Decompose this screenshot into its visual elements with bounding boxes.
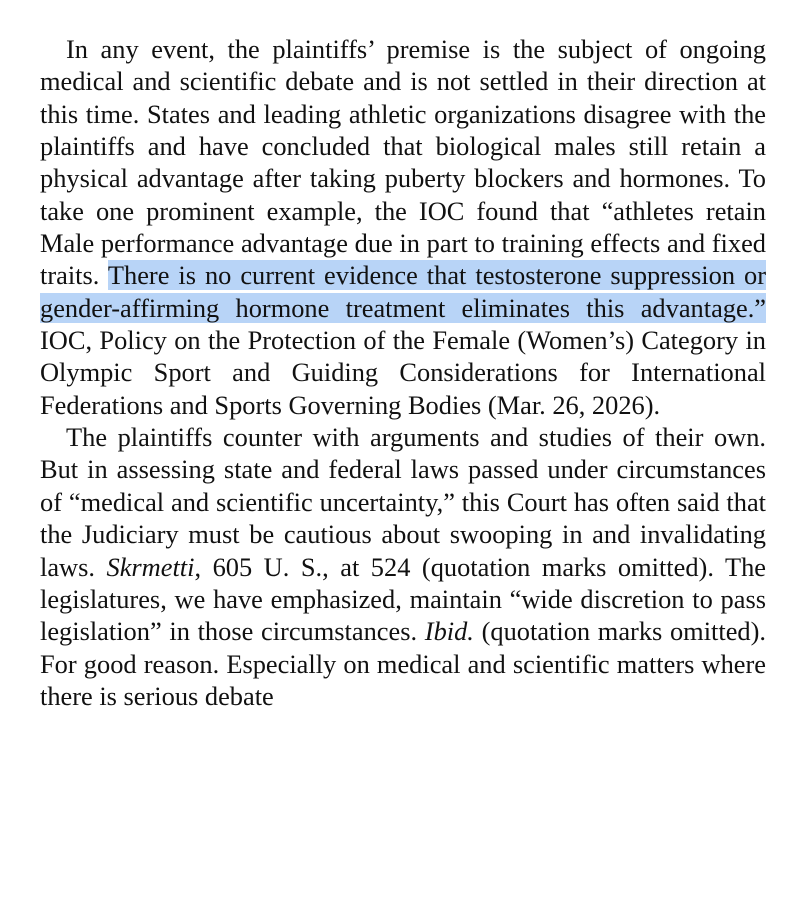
paragraph-ioc-evidence — [40, 33, 766, 421]
selected-text-highlight[interactable]: There is no current evidence that testosterone suppression or gender-affirming hormone treatment eliminates this advantage.” — [40, 260, 766, 323]
paragraph-legislative-discretion — [40, 421, 766, 712]
skrmetti-citation: , 605 U. S., at 524 (quotation marks omitted). The legislatures, we have emphasized, maintain “wide discretion to pass legislation” in those circumstances. — [40, 551, 766, 647]
paragraph-2-ending: (quotation marks omitted). For good reason. Especially on medical and scientific matters where there is serious debate — [40, 616, 767, 711]
paragraph-2-text: The plaintiffs counter with arguments and studies of their own. But in assessing state and federal laws passed under circumstances of “medical and scientific uncertainty,” this Court has often said that the Judiciary must be cautious about swooping in and invalidating laws. — [40, 422, 766, 582]
paragraph-1-text: In any event, the plaintiffs’ premise is the subject of ongoing medical and scientific debate and is not settled in their direction at this time. States and leading athletic organizations disagree with the plaintiffs and have concluded that biological males still retain a physical advantage after taking puberty blockers and hormones. To take one prominent example, the IOC found that “athletes retain Male performance advantage due in part to training effects and fixed traits. — [40, 34, 766, 291]
ioc-citation: IOC, Policy on the Protection of the Female (Women’s) Category in Olympic Sport and Guiding Considerations for International Federations and Sports Governing Bodies (Mar. 26, 2026). — [40, 325, 766, 420]
case-name-skrmetti: Skrmetti — [106, 551, 195, 582]
document-body — [40, 33, 766, 712]
ibid-signal: Ibid. — [424, 616, 474, 647]
